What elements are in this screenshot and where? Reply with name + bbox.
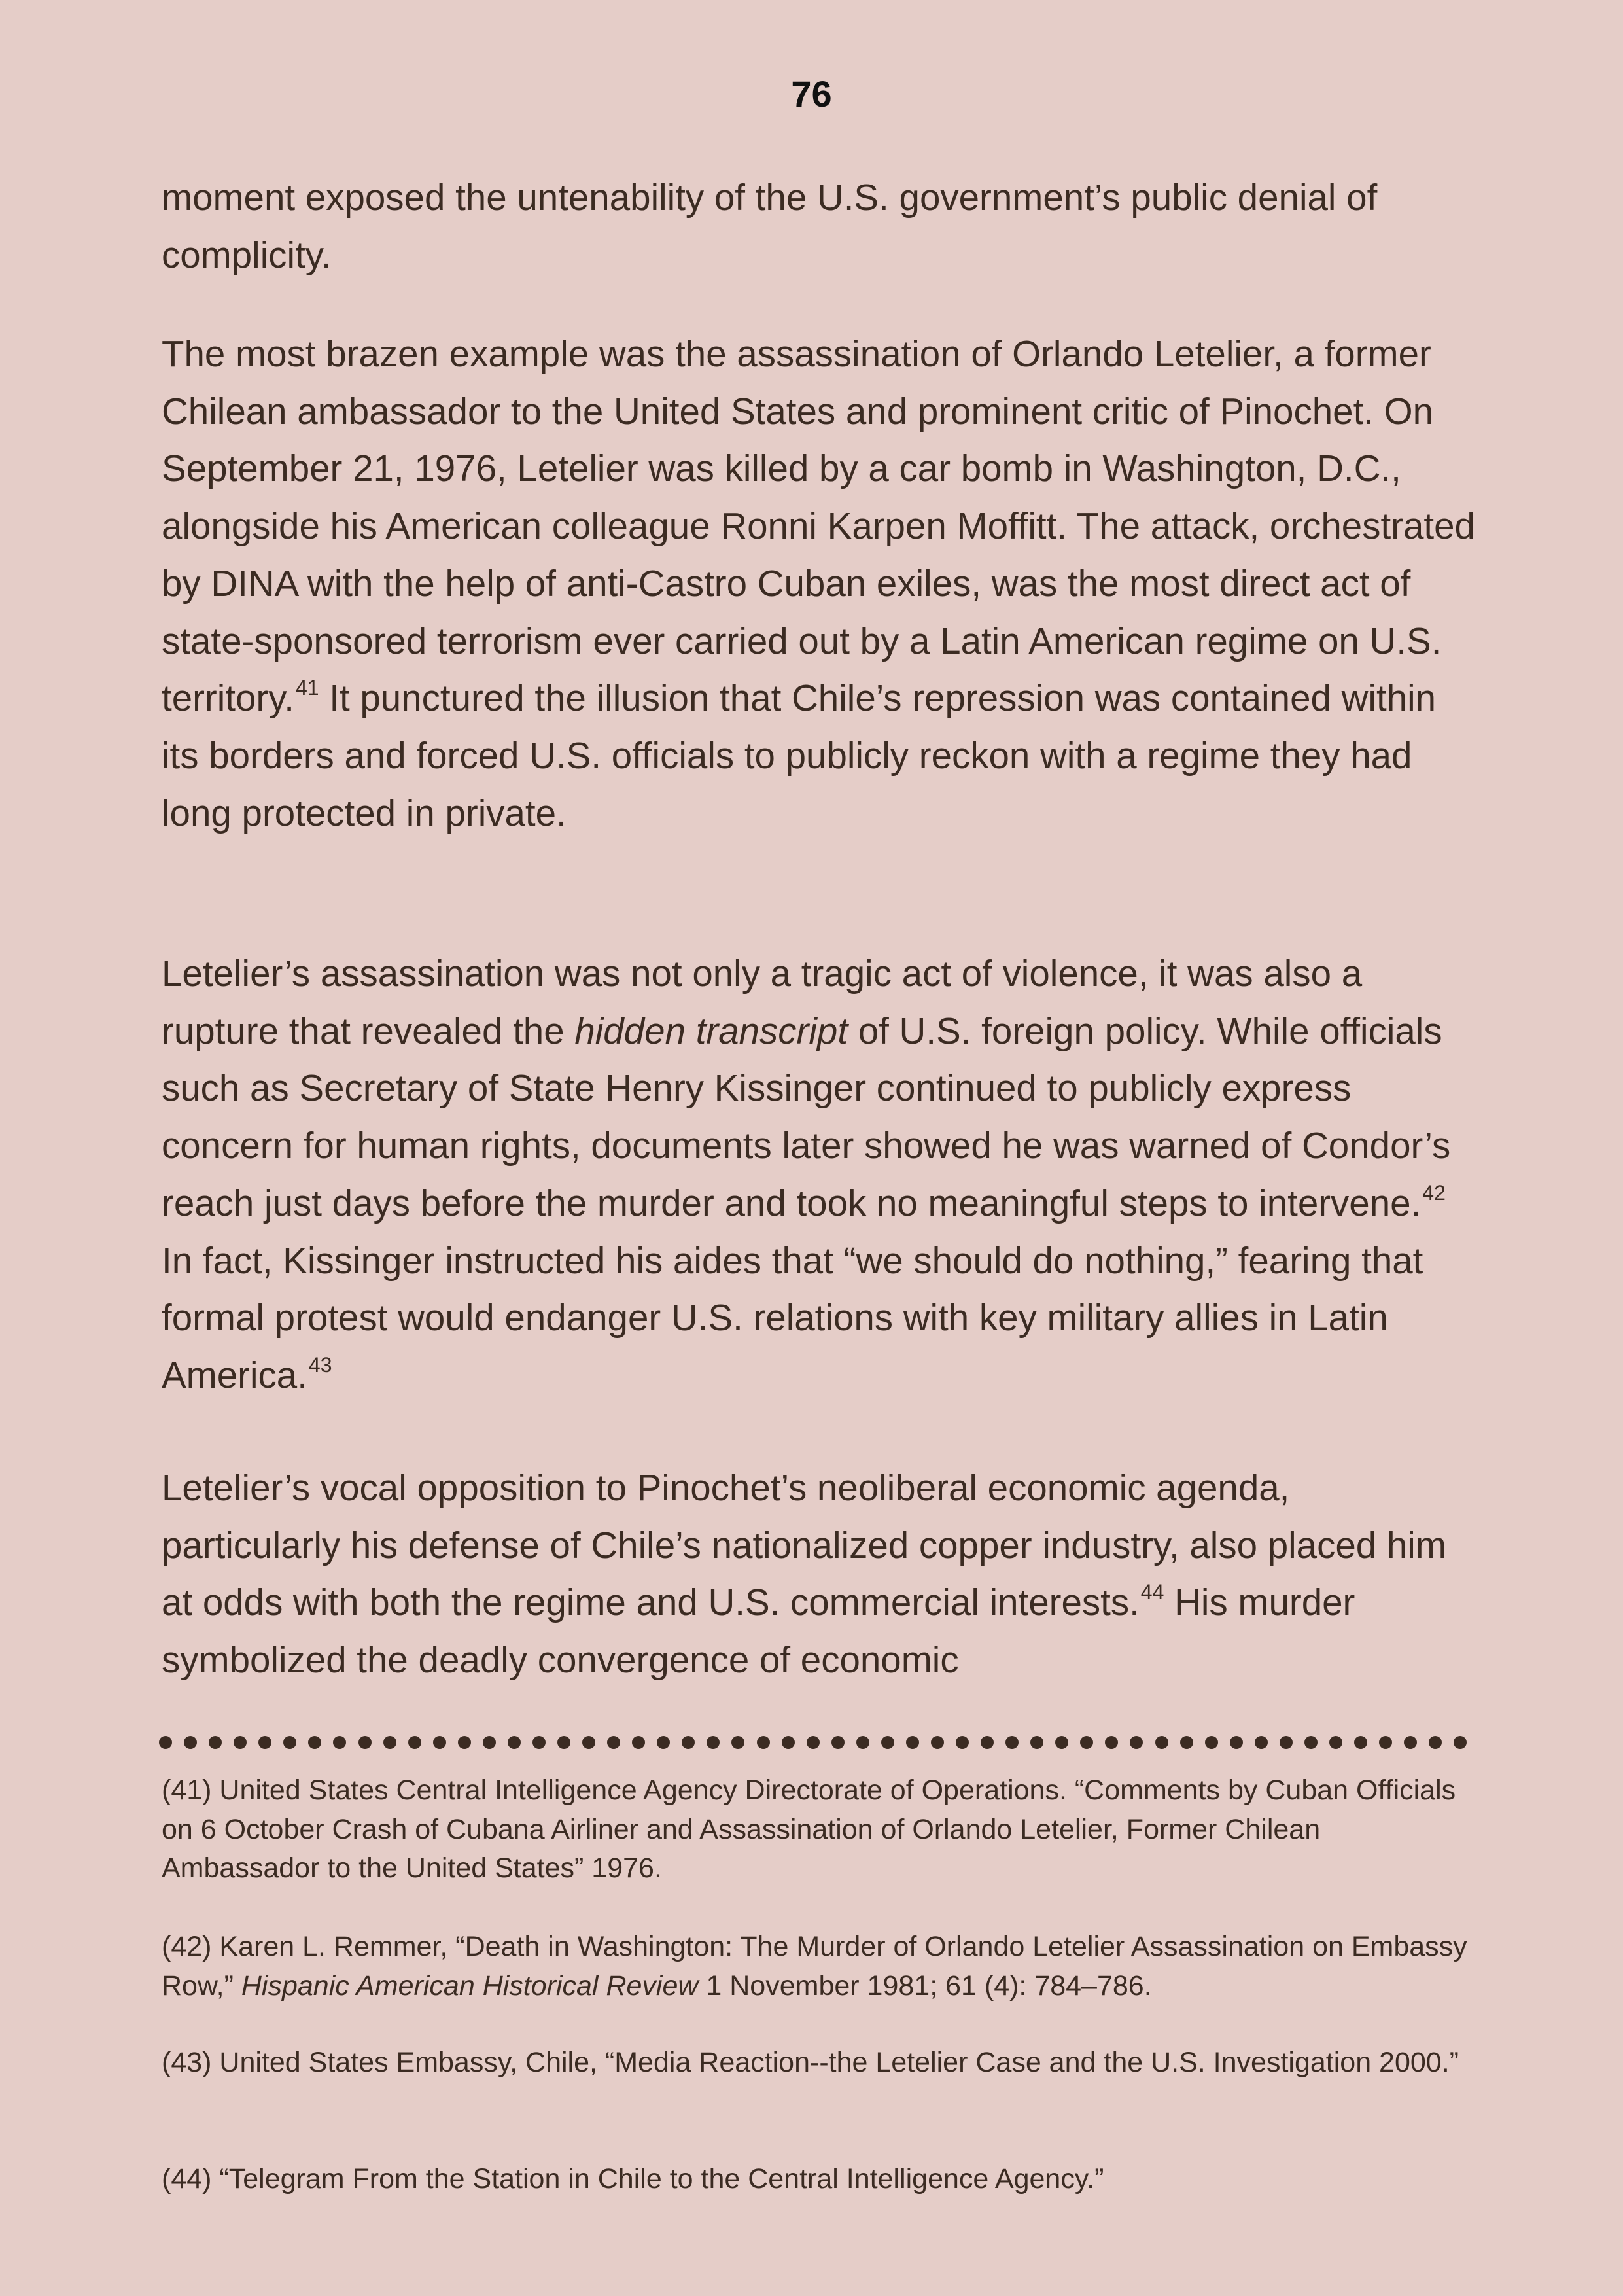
footnote-reference-42[interactable]: 42 (1422, 1180, 1446, 1205)
divider-dot (682, 1736, 695, 1749)
divider-dot (184, 1736, 197, 1749)
footnote-44: (44) “Telegram From the Station in Chile to the Central Intelligence Agency.” (162, 2163, 1104, 2195)
divider-dot (807, 1736, 820, 1749)
divider-dot (1030, 1736, 1043, 1749)
divider-dot (1230, 1736, 1243, 1749)
divider-dot (1280, 1736, 1293, 1749)
divider-dot (956, 1736, 969, 1749)
divider-dot (1105, 1736, 1118, 1749)
footnote-43: (43) United States Embassy, Chile, “Media Reaction--the Letelier Case and the U.S. Investigation 2000.” (162, 2047, 1459, 2078)
divider-dot (508, 1736, 521, 1749)
paragraph-text: Letelier’s vocal opposition to Pinochet’s neoliberal economic agenda, particularly his defense of Chile’s nationalized copper industry, also placed him at odds with both the regime and U.S. commercial interests. (162, 1467, 1446, 1623)
divider-dot (831, 1736, 845, 1749)
paragraph-text: The most brazen example was the assassination of Orlando Letelier, a former Chilean ambassador to the United States and prominent critic of Pinochet. On September 21, 1976, Letelier was killed by a car bomb in Washington, D.C., alongside his American colleague Ronni Karpen Moffitt. The attack, orchestrated by DINA with the help of anti-Castro Cuban exiles, was the most direct act of state-sponsored terrorism ever carried out by a Latin American regime on U.S. territory. (162, 333, 1475, 719)
divider-dot (657, 1736, 670, 1749)
divider-dot (707, 1736, 720, 1749)
divider-dot (881, 1736, 894, 1749)
divider-dot (1354, 1736, 1367, 1749)
divider-dot (1055, 1736, 1068, 1749)
paragraph-economic-agenda (162, 1459, 1476, 1689)
footnote-41: (41) United States Central Intelligence Agency Directorate of Operations. “Comments by Cuban Officials on 6 October Crash of Cubana Airliner and Assassination of Orlando Letelier, Former Chilean Ambassador to the United States” 1976. (162, 1775, 1456, 1884)
paragraph-text: His murder symbolized the deadly convergence of economic (162, 1581, 1355, 1681)
divider-dot (1255, 1736, 1268, 1749)
divider-dot (1205, 1736, 1218, 1749)
paragraph-continued: moment exposed the untenability of the U.S. government’s public denial of complicity. (162, 177, 1378, 275)
divider-dot (906, 1736, 919, 1749)
dotted-divider (159, 1733, 1467, 1752)
divider-dot (458, 1736, 471, 1749)
divider-dot (1429, 1736, 1442, 1749)
footnote-reference-41[interactable]: 41 (296, 676, 319, 700)
footnote-reference-44[interactable]: 44 (1140, 1580, 1164, 1604)
divider-dot (308, 1736, 321, 1749)
divider-dot (532, 1736, 546, 1749)
paragraph-text: It punctured the illusion that Chile’s repression was contained within its borders and forced U.S. officials to publicly reckon with a regime they had long protected in private. (162, 677, 1437, 834)
divider-dot (283, 1736, 296, 1749)
italic-term: hidden transcript (574, 1010, 848, 1051)
divider-dot (1379, 1736, 1392, 1749)
divider-dot (1454, 1736, 1467, 1749)
divider-dot (1130, 1736, 1143, 1749)
divider-dot (408, 1736, 421, 1749)
divider-dot (981, 1736, 994, 1749)
divider-dot (209, 1736, 222, 1749)
divider-dot (856, 1736, 869, 1749)
divider-dot (1180, 1736, 1193, 1749)
divider-dot (607, 1736, 620, 1749)
divider-dot (931, 1736, 944, 1749)
divider-dot (1404, 1736, 1417, 1749)
paragraph-text: of U.S. foreign policy. While officials such as Secretary of State Henry Kissinger continued to publicly express concern for human rights, documents later showed he was warned of Condor’s reach just days before the murder and took no meaningful steps to intervene. (162, 1010, 1451, 1224)
divider-dot (433, 1736, 446, 1749)
divider-dot (1304, 1736, 1318, 1749)
paragraph-hidden-transcript (162, 945, 1476, 1404)
divider-dot (582, 1736, 595, 1749)
divider-dot (1005, 1736, 1019, 1749)
divider-dot (632, 1736, 645, 1749)
journal-title: Hispanic American Historical Review (241, 1969, 699, 2002)
footnote-42 (162, 1928, 1476, 2005)
paragraph-letelier-assassination (162, 325, 1476, 841)
footnote-text: (42) Karen L. Remmer, “Death in Washington: The Murder of Orlando Letelier Assassination on Embassy Row,” (162, 1931, 1467, 2002)
page-number: 76 (791, 73, 832, 115)
divider-dot (557, 1736, 570, 1749)
divider-dot (333, 1736, 346, 1749)
divider-dot (1155, 1736, 1168, 1749)
paragraph-text: Letelier’s assassination was not only a tragic act of violence, it was also a rupture that revealed the (162, 953, 1363, 1051)
divider-dot (757, 1736, 770, 1749)
footnote-reference-43[interactable]: 43 (308, 1352, 332, 1377)
divider-dot (234, 1736, 247, 1749)
divider-dot (383, 1736, 396, 1749)
divider-dot (358, 1736, 372, 1749)
divider-dot (159, 1736, 172, 1749)
divider-dot (258, 1736, 271, 1749)
divider-dot (1080, 1736, 1093, 1749)
divider-dot (483, 1736, 496, 1749)
divider-dot (1329, 1736, 1342, 1749)
footnote-text: 1 November 1981; 61 (4): 784–786. (698, 1969, 1152, 2002)
paragraph-text: In fact, Kissinger instructed his aides that “we should do nothing,” fearing that formal protest would endanger U.S. relations with key military allies in Latin America. (162, 1239, 1423, 1396)
divider-dot (782, 1736, 795, 1749)
divider-dot (731, 1736, 744, 1749)
